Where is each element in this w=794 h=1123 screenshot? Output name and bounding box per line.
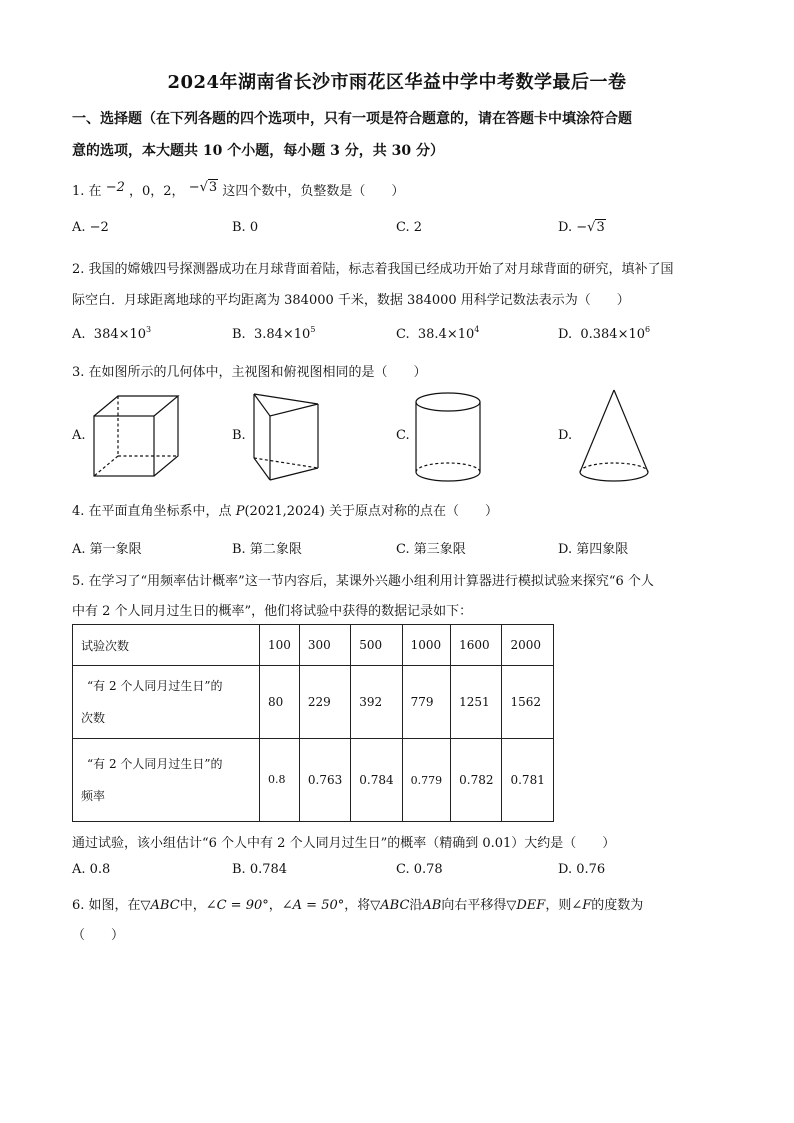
q6-segment-ab: AB: [422, 898, 442, 913]
q4-suffix: 关于原点对称的点在（ ）: [329, 504, 499, 519]
q2-option-c-base: 38.4×10: [417, 327, 475, 342]
q5-option-b[interactable]: B. 0.784: [232, 862, 288, 877]
q6-angle-f: ∠F: [571, 898, 592, 913]
q3-option-b[interactable]: B.: [232, 428, 246, 443]
table-cell: 80: [260, 666, 300, 739]
q6-text: 向右平移得: [441, 898, 507, 913]
q3-option-c[interactable]: C.: [396, 428, 410, 443]
q2-option-c-exp: 4: [474, 325, 480, 334]
q6-triangle-abc: ▽ABC: [140, 898, 180, 913]
q4-point: P: [235, 504, 245, 519]
table-cell: 1251: [451, 666, 502, 739]
question-5-conclusion: 通过试验，该小组估计“6 个人中有 2 个人同月过生日”的概率（精确到 0.01）大约是（ ）: [72, 836, 616, 851]
q4-option-d[interactable]: D. 第四象限: [558, 542, 629, 557]
table-cell: 392: [351, 666, 402, 739]
q5-option-d[interactable]: D. 0.76: [558, 862, 606, 877]
q2-option-b-base: 3.84×10: [253, 327, 311, 342]
q6-text: ，将: [344, 898, 371, 913]
q1-option-a[interactable]: A. −2: [72, 220, 109, 235]
q2-option-a-base: 384×10: [93, 327, 147, 342]
table-row-header: [73, 666, 260, 739]
table-row-header-line2: 频率: [81, 789, 106, 803]
table-row: [73, 625, 554, 666]
question-4: [72, 500, 498, 519]
table-cell: 1000: [402, 625, 451, 666]
question-5-line1: 5. 在学习了“用频率估计概率”这一节内容后，某课外兴趣小组利用计算器进行模拟试验来探究“6 个人: [72, 574, 654, 589]
q1-option-d-label: D.: [558, 220, 573, 235]
q6-suffix: 的度数为: [591, 898, 644, 913]
table-row-header-line2: 次数: [81, 711, 106, 725]
table-row-header-line1: “有 2 个人同月过生日”的: [87, 757, 223, 771]
q5-option-c[interactable]: C. 0.78: [396, 862, 443, 877]
table-row: [73, 666, 554, 739]
q2-option-d-exp: 6: [645, 325, 651, 334]
section-heading-line1: 一、选择题（在下列各题的四个选项中，只有一项是符合题意的，请在答题卡中填涂符合题: [72, 111, 632, 127]
table-cell: 1562: [502, 666, 553, 739]
q2-option-b-label: B.: [232, 327, 246, 342]
cube-figure: [90, 392, 182, 482]
q1-radicand: 3: [208, 180, 218, 195]
question-5-line2: 中有 2 个人同月过生日的概率”，他们将试验中获得的数据记录如下：: [72, 604, 473, 619]
experiment-data-table: [72, 624, 554, 822]
page-title: 2024年湖南省长沙市雨花区华益中学中考数学最后一卷: [167, 72, 627, 93]
question-3: 3. 在如图所示的几何体中，主视图和俯视图相同的是（ ）: [72, 365, 427, 380]
q1-neg-two: −2: [105, 180, 125, 195]
q6-angle-a: ∠A = 50°: [281, 898, 345, 913]
q2-option-d-label: D.: [558, 327, 573, 342]
cone-figure: [576, 386, 652, 486]
q2-option-a-exp: 3: [146, 325, 152, 334]
q2-option-c-label: C.: [396, 327, 410, 342]
question-2-line1: 2. 我国的嫦娥四号探测器成功在月球背面着陆，标志着我国已经成功开始了对月球背面的研究，填补了国: [72, 262, 674, 277]
q2-option-c[interactable]: [396, 325, 479, 342]
q6-text: ，: [268, 898, 282, 913]
question-6-line2: （ ）: [72, 928, 125, 943]
q1-sqrt: √3: [199, 180, 218, 195]
q2-option-a[interactable]: [72, 325, 151, 342]
table-row-header-line1: “有 2 个人同月过生日”的: [87, 679, 223, 693]
q2-option-d-base: 0.384×10: [580, 327, 646, 342]
table-cell: 2000: [502, 625, 553, 666]
q5-option-a[interactable]: A. 0.8: [72, 862, 111, 877]
q6-text: ，则: [545, 898, 572, 913]
table-cell: 500: [351, 625, 402, 666]
question-1: [72, 180, 404, 199]
q3-option-a[interactable]: A.: [72, 428, 86, 443]
table-cell: 0.781: [502, 739, 553, 822]
table-cell: 0.8: [260, 739, 300, 822]
table-row-header: [73, 739, 260, 822]
q4-option-b[interactable]: B. 第二象限: [232, 542, 302, 557]
table-cell: 779: [402, 666, 451, 739]
table-cell: 0.779: [402, 739, 451, 822]
section-heading-line2: 意的选项，本大题共 10 个小题，每小题 3 分，共 30 分）: [72, 143, 444, 159]
question-6-line1: [72, 894, 643, 913]
q6-prefix: 6. 如图，在: [72, 898, 141, 913]
table-cell: 0.782: [451, 739, 502, 822]
q1-neg-sign: −: [188, 180, 200, 195]
table-row: [73, 739, 554, 822]
q4-option-a[interactable]: A. 第一象限: [72, 542, 142, 557]
table-cell: 0.763: [299, 739, 350, 822]
q3-option-d[interactable]: D.: [558, 428, 573, 443]
q4-coords: (2021,2024): [244, 504, 325, 519]
q1-option-b[interactable]: B. 0: [232, 220, 259, 235]
q6-text: 沿: [409, 898, 423, 913]
table-cell: 229: [299, 666, 350, 739]
cylinder-figure: [412, 390, 484, 486]
q2-option-b-exp: 5: [310, 325, 316, 334]
q1-option-c[interactable]: C. 2: [396, 220, 423, 235]
q2-option-a-label: A.: [72, 327, 86, 342]
triangular-prism-figure: [250, 390, 322, 484]
table-row-header: 试验次数: [73, 625, 260, 666]
q1-option-d-neg: −: [576, 220, 588, 235]
q6-triangle-def: ▽DEF: [506, 898, 546, 913]
q1-option-d-radicand: 3: [596, 220, 605, 235]
q6-triangle-abc-2: ▽ABC: [370, 898, 410, 913]
table-cell: 100: [260, 625, 300, 666]
q6-text: 中，: [179, 898, 206, 913]
table-cell: 1600: [451, 625, 502, 666]
table-cell: 300: [299, 625, 350, 666]
q2-option-d[interactable]: [558, 325, 650, 342]
q1-option-d-sqrt: √3: [587, 220, 605, 235]
table-cell: 0.784: [351, 739, 402, 822]
q6-angle-c: ∠C = 90°: [205, 898, 269, 913]
q1-prefix: 1. 在: [72, 184, 102, 199]
q1-suffix: 这四个数中，负整数是（ ）: [222, 184, 405, 199]
q1-option-d[interactable]: [558, 220, 606, 235]
question-2-line2: 际空白．月球距离地球的平均距离为 384000 千米，数据 384000 用科学记数法表示为（ ）: [72, 293, 630, 308]
q4-prefix: 4. 在平面直角坐标系中，点: [72, 504, 232, 519]
q1-sep: ，0，2，: [129, 184, 185, 199]
q4-option-c[interactable]: C. 第三象限: [396, 542, 466, 557]
q2-option-b[interactable]: [232, 325, 315, 342]
